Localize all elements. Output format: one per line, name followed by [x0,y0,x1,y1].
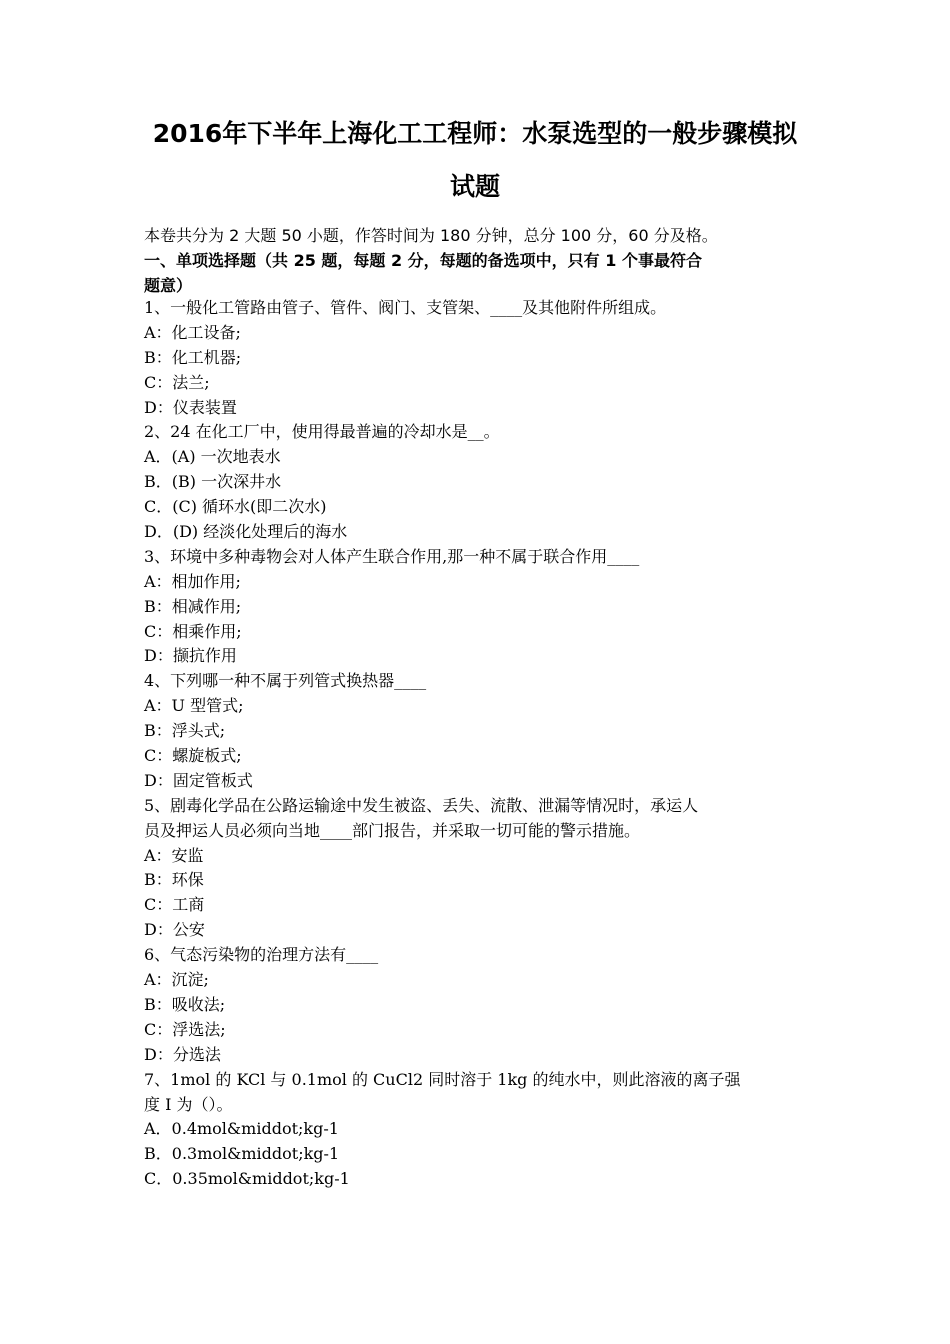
answer-option: A：安监 [144,845,204,865]
answer-option: A：U 型管式; [144,696,244,716]
question-text-continued: 度 I 为（）。 [144,1094,233,1114]
answer-option: C．0.35mol&middot;kg-1 [144,1169,350,1189]
answer-option: C：法兰; [144,372,210,392]
answer-option: B：化工机器; [144,347,242,367]
question-list [144,296,814,1192]
answer-option: B：相减作用; [144,596,242,616]
question-text: 4、下列哪一种不属于列管式换热器____ [144,671,427,691]
answer-option: B：浮头式; [144,721,226,741]
answer-option: D：分选法 [144,1044,221,1064]
answer-option: D：固定管板式 [144,770,253,790]
answer-option: C：相乘作用; [144,621,242,641]
page-title: 2016年下半年上海化工工程师：水泵选型的一般步骤模拟 [152,119,798,148]
answer-option: C：浮选法; [144,1019,226,1039]
answer-option: B：吸收法; [144,994,226,1014]
answer-option: B．(B) 一次深井水 [144,472,282,492]
answer-option: D：公安 [144,920,205,940]
question-text: 3、环境中多种毒物会对人体产生联合作用,那一种不属于联合作用____ [144,546,640,566]
answer-option: D．(D) 经淡化处理后的海水 [144,522,348,542]
section-heading-line: 题意） [144,276,193,295]
answer-option: A：沉淀; [144,970,209,990]
section-heading-line: 一、单项选择题（共 25 题，每题 2 分，每题的备选项中，只有 1 个事最符合 [144,251,702,270]
answer-option: A．0.4mol&middot;kg-1 [144,1119,339,1139]
answer-option: A：化工设备; [144,322,241,342]
question-text: 5、剧毒化学品在公路运输途中发生被盗、丢失、流散、泄漏等情况时，承运人 [144,795,699,815]
answer-option: C：螺旋板式; [144,746,242,766]
answer-option: B．0.3mol&middot;kg-1 [144,1144,340,1164]
exam-intro: 本卷共分为 2 大题 50 小题，作答时间为 180 分钟，总分 100 分，60 分及格。 [144,226,718,245]
question-text: 6、气态污染物的治理方法有____ [144,945,379,965]
answer-option: C．(C) 循环水(即二次水) [144,497,327,517]
answer-option: D：仪表装置 [144,397,237,417]
question-text: 2、24 在化工厂中，使用得最普遍的冷却水是__。 [144,422,500,442]
answer-option: A：相加作用; [144,571,241,591]
question-text: 7、1mol 的 KCl 与 0.1mol 的 CuCl2 同时溶于 1kg 的纯水中，则此溶液的离子强 [144,1069,741,1089]
page-title-continued: 试题 [449,172,500,201]
question-text: 1、一般化工管路由管子、管件、阀门、支管架、____及其他附件所组成。 [144,298,667,317]
question-text-continued: 员及押运人员必须向当地____部门报告，并采取一切可能的警示措施。 [144,820,641,840]
answer-option: D：撷抗作用 [144,646,237,666]
answer-option: A．(A) 一次地表水 [144,447,281,467]
answer-option: B：环保 [144,870,204,890]
section-heading [144,248,814,298]
answer-option: C：工商 [144,895,205,915]
